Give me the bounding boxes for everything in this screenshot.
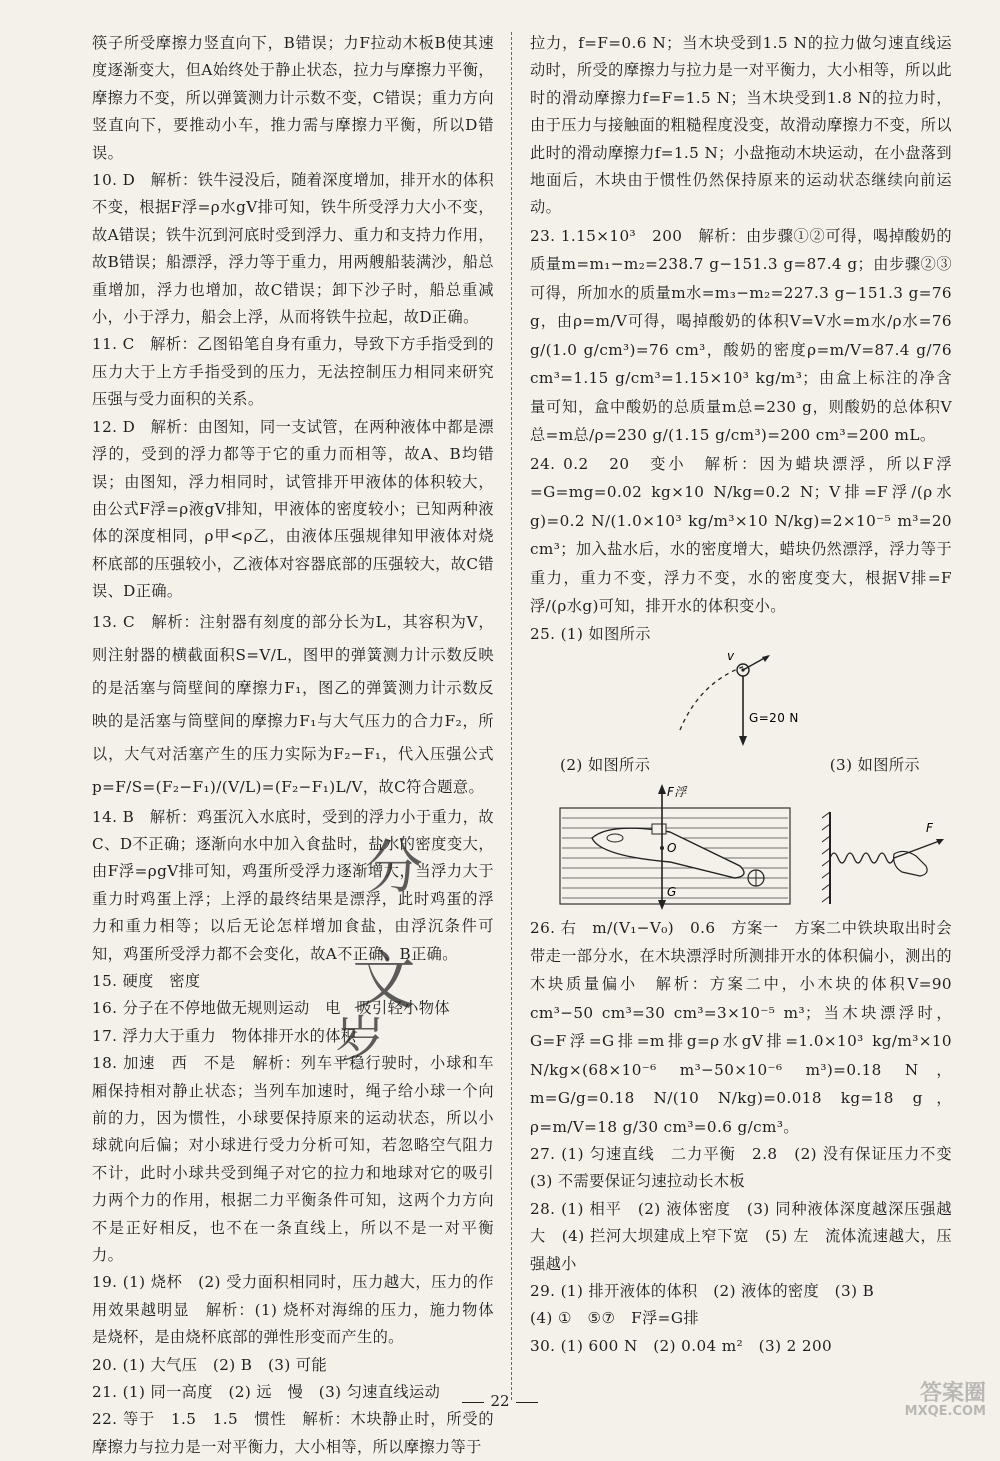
answer-12: 12. D 解析：由图知，同一支试管，在两种液体中都是漂浮的，受到的浮力都等于它的重力而相等，故A、B均错误；由图知，浮力相同时，试管排开甲液体的体积较大，由公式F浮=ρ液gV排知，甲液体的密度较小；已知两种液体的深度相同，ρ甲<ρ乙，由液体压强规律知甲液体对烧杯底部的压强较小，乙液体对容器底部的压强较大，故C错误、D正确。 <box>92 417 494 601</box>
answer-26: 26. 右 m/(V₁−V₀) 0.6 方案一 方案二中铁块取出时会带走一部分水，在木块漂浮时所测排开水的体积偏小，测出的木块质量偏小 解析：方案二中，小木块的体积V=90 cm³−50 cm³=30 cm³=3×10⁻⁵ m³；当木块漂浮时，G=F浮=G排=m排g=ρ水gV排=1.0×10³ kg/m³×10 N/kg×(68×10⁻⁶ m³−50×10⁻⁶ m³)=0.18 N，m=G/g=0.18 N/(10 N/kg)=0.018 kg=18 g，ρ=m/V=18 g/30 cm³=0.6 g/cm³。 <box>530 918 952 1136</box>
answer-28: 28. (1) 相平 (2) 液体密度 (3) 同种液体深度越深压强越大 (4) 拦河大坝建成上窄下宽 (5) 左 流体流速越大，压强越小 <box>530 1199 952 1273</box>
handwriting-mark-2: 文 <box>352 945 416 1019</box>
center-label: O <box>667 840 677 855</box>
answer-24: 24. 0.2 20 变小 解析：因为蜡块漂浮，所以F浮=G=mg=0.02 kg×10 N/kg=0.2 N；V排=F浮/(ρ水g)=0.2 N/(1.0×10³ kg/m³×10 N/kg)=2×10⁻⁵ m³=20 cm³；加入盐水后，水的密度增大，蜡块仍然漂浮，浮力等于重力，重力不变，浮力不变，水的密度变大，根据V排=F浮/(ρ水g)可知，排开水的体积变小。 <box>530 454 952 616</box>
left-column <box>92 30 494 1461</box>
figure-25-2-3 <box>530 784 952 910</box>
gravity-label-2: G <box>667 884 677 899</box>
answer-25-part1: 25. (1) 如图所示 <box>530 624 651 643</box>
answer-16: 16. 分子在不停地做无规则运动 电 吸引轻小物体 <box>92 999 450 1018</box>
answer-19: 19. (1) 烧杯 (2) 受力面积相同时，压力越大，压力的作用效果越明显 解析：(1) 烧杯对海绵的压力，施力物体是烧杯，是由烧杯底部的弹性形变而产生的。 <box>92 1273 494 1347</box>
watermark-logo <box>836 1381 986 1425</box>
answer-29: 29. (1) 排开液体的体积 (2) 液体的密度 (3) B <box>530 1281 875 1300</box>
answer-30: 30. (1) 600 N (2) 0.04 m² (3) 2 200 <box>530 1336 833 1355</box>
watermark-line1: 答案圈 <box>919 1381 986 1406</box>
footer-dash-left <box>462 1402 484 1403</box>
answer-10: 10. D 解析：铁牛浸没后，随着深度增加，排开水的体积不变，根据F浮=ρ水gV排可知，铁牛所受浮力大小不变，故A错误；铁牛沉到河底时受到浮力、重力和支持力作用，故B错误；船漂浮，浮力等于重力，用两艘船装满沙，船总重增加，浮力也增加，故C错误；卸下沙子时，船总重减小，小于浮力，船会上浮，从而将铁牛拉起，故D正确。 <box>92 171 494 327</box>
answer-22-continuation: 拉力，f=F=0.6 N；当木块受到1.5 N的拉力做匀速直线运动时，所受的摩擦力与拉力是一对平衡力，大小相等，所以此时的滑动摩擦力f=F=1.5 N；当木块受到1.8 N的拉力时，由于压力与接触面的粗糙程度没变，故滑动摩擦力不变，所以此时的滑动摩擦力f=1.5 N；小盘拖动木块运动，在小盘落到地面后，木块由于惯性仍然保持原来的运动状态继续向前运动。 <box>530 34 952 217</box>
answer-25-part2: (2) 如图所示 <box>560 756 651 775</box>
handwriting-mark-1: 分 <box>365 833 424 901</box>
answer-14: 14. B 解析：鸡蛋沉入水底时，受到的浮力小于重力，故C、D不正确；逐渐向水中加入食盐时，盐水的密度变大，由F浮=ρgV排可知，鸡蛋所受浮力逐渐增大，当浮力大于重力时鸡蛋上浮；上浮的最终结果是漂浮，此时鸡蛋的浮力和重力相等；以后无论怎样增加食盐，由浮沉条件可知，鸡蛋所受浮力都不会变化，故A不正确、B正确。 <box>92 807 494 963</box>
answer-13: 13. C 解析：注射器有刻度的部分长为L，其容积为V，则注射器的横截面积S=V/L，图甲的弹簧测力计示数反映的是活塞与筒壁间的摩擦力F₁，图乙的弹簧测力计示数反映的是活塞与筒壁间的摩擦力F₁与大气压力的合力F₂，所以，大气对活塞产生的压力实际为F₂−F₁，代入压强公式 p=F/S=(F₂−F₁)/(V/L)=(F₂−F₁)L/V，故C符合题意。 <box>92 612 494 796</box>
ball-force-diagram <box>530 652 950 748</box>
answer-29-part4: (4) ① ⑤⑦ F浮=G排 <box>530 1309 699 1328</box>
answer-18: 18. 加速 西 不是 解析：列车平稳行驶时，小球和车厢保持相对静止状态；当列车加速时，绳子给小球一个向前的力，因为惯性，小球要保持原来的运动状态，所以小球就向后偏；对小球进行受力分析可知，若忽略空气阻力不计，此时小球共受到绳子对它的拉力和地球对它的吸引力两个力的作用，根据二力平衡条件可知，这两个力方向不是正好相反，也不在一条直线上，所以不是一对平衡力。 <box>92 1054 494 1265</box>
page-number: 22 <box>490 1392 510 1410</box>
submarine-and-spring-diagrams <box>530 784 950 910</box>
answer-11: 11. C 解析：乙图铅笔自身有重力，导致下方手指受到的压力大于上方手指受到的压力，无法控制压力相同来研究压强与受力面积的关系。 <box>92 335 494 409</box>
answer-22: 22. 等于 1.5 1.5 惯性 解析：木块静止时，所受的摩擦力与拉力是一对平衡力，大小相等，所以摩擦力等于 <box>92 1410 494 1456</box>
answer-23: 23. 1.15×10³ 200 解析：由步骤①②可得，喝掉酸奶的质量m=m₁−m₂=238.7 g−151.3 g=87.4 g；由步骤②③可得，所加水的质量m水=m₃−m₂=227.3 g−151.3 g=76 g，由ρ=m/V可得，喝掉酸奶的体积V=V水=m水/ρ水=76 g/(1.0 g/cm³)=76 cm³，酸奶的密度ρ=m/V=87.4 g/76 cm³=1.15 g/cm³=1.15×10³ kg/m³；由盒上标注的净含量可知，盒中酸奶的总质量m总=230 g，则酸奶的总体积V总=m总/ρ=230 g/(1.15 g/cm³)=200 cm³=200 mL。 <box>530 226 952 445</box>
watermark-line2: MXQE.COM <box>904 1404 986 1419</box>
velocity-label: v <box>727 652 735 664</box>
right-column <box>530 30 968 1360</box>
answer-17: 17. 浮力大于重力 物体排开水的体积 <box>92 1026 357 1045</box>
answer-20: 20. (1) 大气压 (2) B (3) 可能 <box>92 1355 328 1374</box>
footer-dash-right <box>516 1402 538 1403</box>
answer-25-part3: (3) 如图所示 <box>829 756 920 775</box>
answer-15: 15. 硬度 密度 <box>92 971 201 990</box>
column-divider <box>511 32 512 1400</box>
figure-25-1 <box>530 652 952 748</box>
pull-force-label: F <box>926 820 934 835</box>
answer-27: 27. (1) 匀速直线 二力平衡 2.8 (2) 没有保证压力不变 (3) 不需要保证匀速拉动长木板 <box>530 1144 968 1191</box>
handwriting-mark-3: 岁 <box>335 1011 385 1069</box>
buoyancy-label: F浮 <box>667 784 687 799</box>
gravity-label: G=20 N <box>749 711 799 726</box>
answer-21: 21. (1) 同一高度 (2) 远 慢 (3) 匀速直线运动 <box>92 1383 441 1402</box>
answer-continuation: 筷子所受摩擦力竖直向下，B错误；力F拉动木板B使其速度逐渐变大，但A始终处于静止状态，拉力与摩擦力平衡，摩擦力不变，所以弹簧测力计示数不变，C错误；重力方向竖直向下，要推动小车，推力需与摩擦力平衡，所以D错误。 <box>92 34 494 162</box>
